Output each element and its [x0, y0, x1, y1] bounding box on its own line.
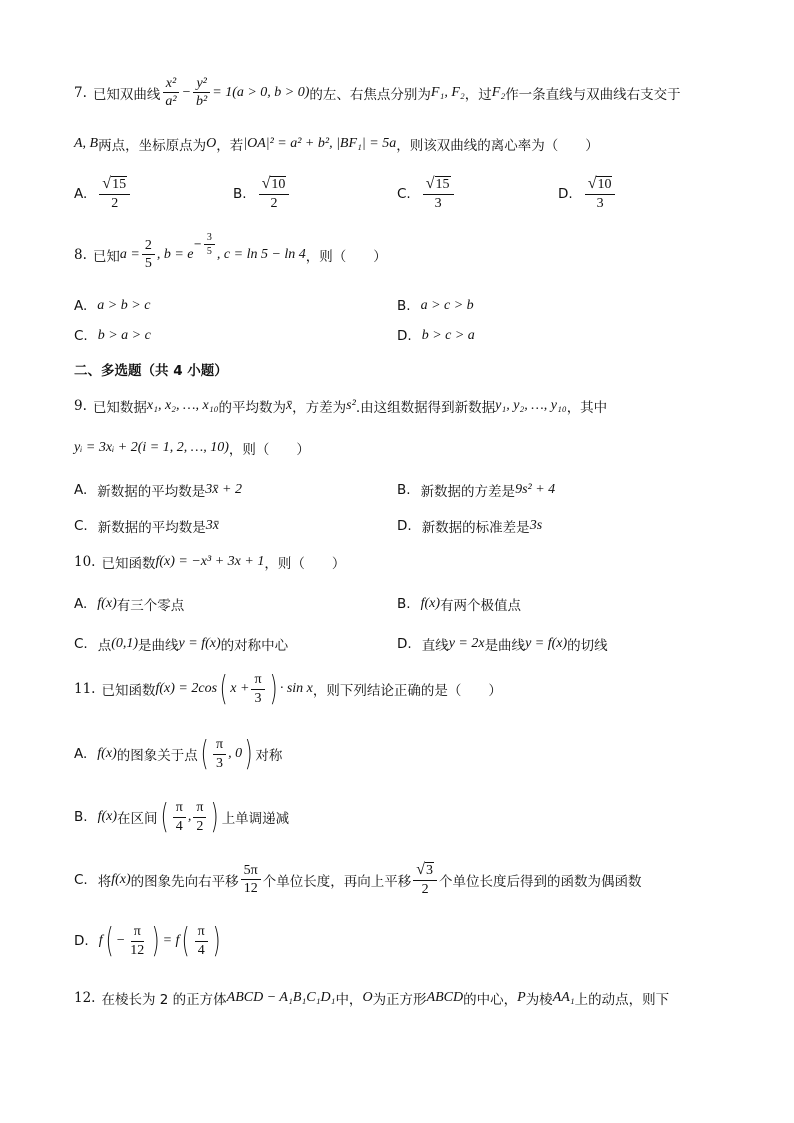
q10-option-a[interactable]: A. f(x) 有三个零点 [74, 596, 185, 614]
q10-number: 10. [74, 554, 96, 570]
q11-number: 11. [74, 681, 96, 697]
q7-line2: A, B 两点，坐标原点为 O ，若 |OA|² = a² + b², |BF₁| = 5a ，则该双曲线的离心率为（ ） [74, 136, 599, 154]
q11-option-d[interactable]: D. f ( − $\frac{\pi}{12}$ ) = f ( $\frac{\pi}{4}$ ) [74, 921, 221, 961]
q8-line: 8. 已知 a = $\frac{2}{5}$ , b = e − $\frac{3}{5}$ , c = ln 5 − ln 4 ，则（ ） [74, 232, 387, 272]
q7-line1: 7. 已知双曲线 $\frac{\text{x²}}{\text{a²}}$ − $\frac{\text{y²}}{\text{b²}}$ = 1(a > 0, b > 0) 的左、右焦点分别为 F₁, F₂ ，过 F₂ 作一条直线与双曲线右支交于 [74, 76, 681, 110]
q7-option-d[interactable]: D. √ 10 3 [558, 176, 617, 211]
q9-option-a[interactable]: A. 新数据的平均数是 3x̄ + 2 [74, 482, 242, 500]
q10-option-c[interactable]: C. 点 (0,1) 是曲线 y = f(x) 的对称中心 [74, 636, 289, 654]
section-heading: 二、多选题（共 4 小题） [74, 363, 228, 379]
q7-condition: |OA|² = a² + b², |BF₁| = 5a [243, 136, 397, 151]
q10-option-d[interactable]: D. 直线 y = 2x 是曲线 y = f(x) 的切线 [397, 636, 608, 654]
q8-option-c[interactable]: C. b > a > c [74, 328, 151, 344]
q8-exponent: − $\frac{3}{5}$ [194, 232, 217, 257]
q9-number: 9. [74, 398, 87, 414]
q11-option-b[interactable]: B. f(x) 在区间 ( $\frac{\pi}{4}$ , $\frac{\pi}{2}$ ) 上单调递减 [74, 797, 290, 837]
q9-option-d[interactable]: D. 新数据的标准差是 3s [397, 518, 543, 536]
q10-option-b[interactable]: B. f(x) 有两个极值点 [397, 596, 521, 614]
q8-option-d[interactable]: D. b > c > a [397, 328, 475, 344]
q11-line: 11. 已知函数 f(x) = 2cos ( x + $\frac{\pi}{3}$ ) · sin x ，则下列结论正确的是（ ） [74, 669, 502, 709]
q9-line2: yᵢ = 3xᵢ + 2(i = 1, 2, …, 10) ，则（ ） [74, 440, 310, 458]
q7-frac-x: $\frac{\text{x²}}{\text{a²}}$ [162, 76, 179, 110]
q12-line: 12. 在棱长为 2 的正方体 ABCD − A₁B₁C₁D₁ 中， O 为正方形 ABCD 的中心， P 为棱 AA₁ 上的动点，则下 [74, 990, 670, 1008]
q7-option-a[interactable]: A. √ 15 2 [74, 176, 132, 211]
q7-option-b[interactable]: B. √ 10 2 [233, 176, 291, 211]
q9-option-b[interactable]: B. 新数据的方差是 9s² + 4 [397, 482, 556, 500]
q9-line1: 9. 已知数据 x₁, x₂, …, x₁₀ 的平均数为 x̄ ，方差为 s² .由这组数据得到新数据 y₁, y₂, …, y₁₀ ，其中 [74, 398, 608, 416]
q11-option-c[interactable]: C. 将 f(x) 的图象先向右平移 $\frac{5\pi}{12}$ 个单位长度，再向上平移 √ 3 2 个单位长度后得到的函数为偶函数 [74, 861, 642, 898]
q9-option-c[interactable]: C. 新数据的平均数是 3x̄ [74, 518, 219, 536]
q8-option-b[interactable]: B. a > c > b [397, 298, 474, 314]
q7-frac-y: $\frac{\text{y²}}{\text{b²}}$ [193, 76, 210, 110]
q11-option-a[interactable]: A. f(x) 的图象关于点 ( $\frac{\pi}{3}$ , 0 ) 对称 [74, 734, 283, 774]
q12-number: 12. [74, 990, 96, 1006]
q7-option-c[interactable]: C. √ 15 3 [397, 176, 456, 211]
q8-number: 8. [74, 246, 87, 263]
q7-number: 7. [74, 84, 87, 101]
q10-line: 10. 已知函数 f(x) = −x³ + 3x + 1 ，则（ ） [74, 554, 346, 572]
q8-option-a[interactable]: A. a > b > c [74, 298, 151, 314]
